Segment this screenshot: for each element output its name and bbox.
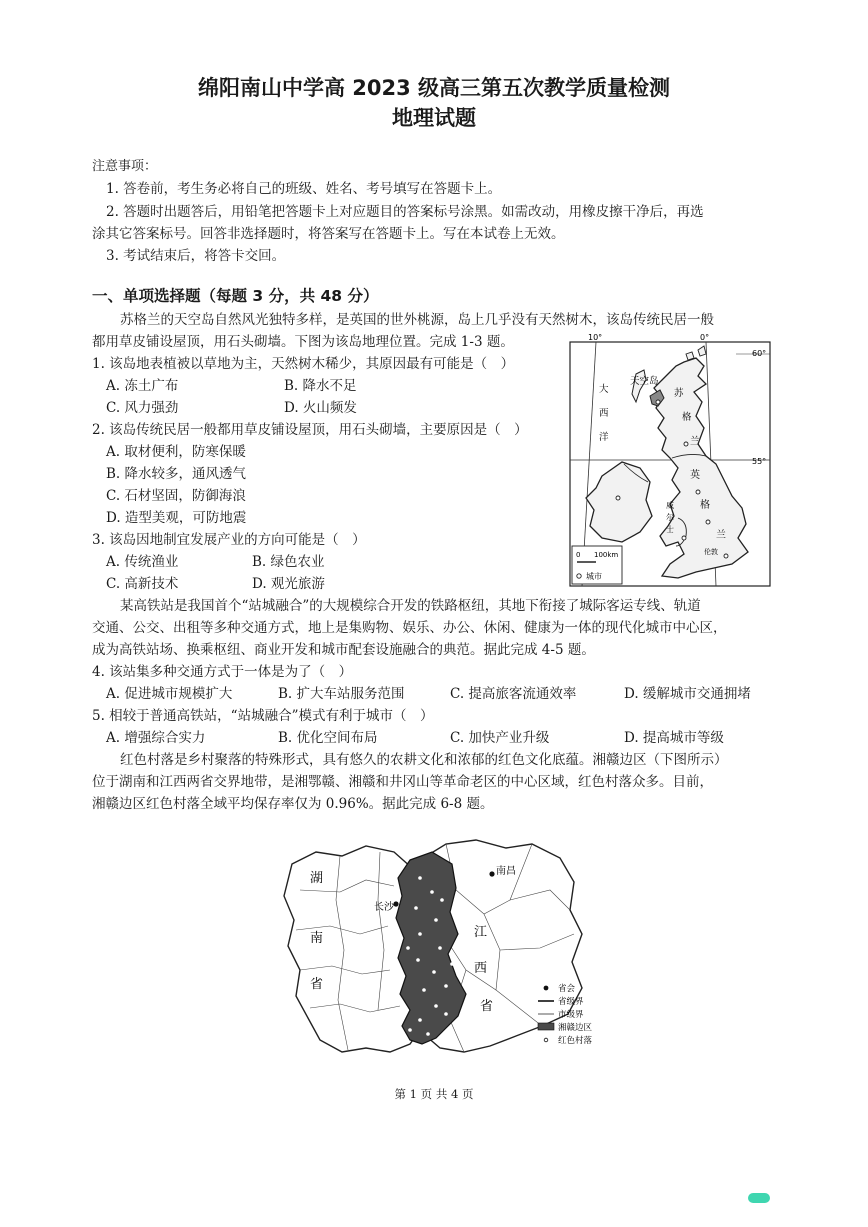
q1-option-c[interactable]: C. 风力强劲 xyxy=(106,400,179,416)
london-label: 伦敦 xyxy=(704,548,718,556)
jiangxi-label-2: 西 xyxy=(474,961,488,976)
q2-option-b[interactable]: B. 降水较多，通风透气 xyxy=(106,466,247,482)
passage1-line-1: 苏格兰的天空岛自然风光独特多样，是英国的世外桃源，岛上几乎没有天然树木，该岛传统民居一般 xyxy=(120,312,714,328)
island-label: 天空岛 xyxy=(630,376,659,387)
q3-option-b[interactable]: B. 绿色农业 xyxy=(252,554,325,570)
passage2-line-1: 某高铁站是我国首个“站城融合”的大规模综合开发的铁路枢纽，其地下衔接了城际客运专线、轨道 xyxy=(120,598,701,614)
wales-label-3: 士 xyxy=(666,525,674,534)
city-dot xyxy=(696,490,700,494)
notice-line-2b: 涂其它答案标号。回答非选择题时，将答案写在答题卡上。写在本试卷上无效。 xyxy=(92,226,565,242)
notice-line-1: 1. 答卷前，考生务必将自己的班级、姓名、考号填写在答题卡上。 xyxy=(106,181,502,197)
capital-dot-changsha xyxy=(393,901,398,906)
q3-stem: 3. 该岛因地制宜发展产业的方向可能是（ ） xyxy=(92,532,366,548)
lat-label-55: 55° xyxy=(752,457,767,466)
q2-option-a[interactable]: A. 取材便利，防寒保暖 xyxy=(106,444,246,460)
ocean-label-1: 大 xyxy=(599,384,609,395)
exam-title: 绵阳南山中学高 2023 级高三第五次教学质量检测 xyxy=(197,76,671,100)
passage2-line-3: 成为高铁站场、换乘枢纽、商业开发和城市配套设施融合的典范。据此完成 4-5 题。 xyxy=(92,642,595,658)
city-dot xyxy=(682,536,686,540)
legend-region: 湘赣边区 xyxy=(558,1023,593,1033)
city-dot xyxy=(684,442,688,446)
passage2-line-2: 交通、公交、出租等多种交通方式，地上是集购物、娱乐、办公、休闲、健康为一体的现代化城市中心区， xyxy=(92,620,727,636)
q5-option-c[interactable]: C. 加快产业升级 xyxy=(450,730,550,746)
q3-option-a[interactable]: A. 传统渔业 xyxy=(106,554,179,570)
passage3-line-2: 位于湖南和江西两省交界地带，是湘鄂赣、湘赣和井冈山等革命老区的中心区域，红色村落众多。目前， xyxy=(92,774,713,790)
passage3-line-3: 湘赣边区红色村落全域平均保存率仅为 0.96%。据此完成 6-8 题。 xyxy=(92,796,494,812)
q4-option-a[interactable]: A. 促进城市规模扩大 xyxy=(106,686,233,702)
hunan-label-1: 湖 xyxy=(310,871,324,886)
scotland-label-3: 兰 xyxy=(690,436,700,447)
notice-line-3: 3. 考试结束后，将答卡交回。 xyxy=(106,248,286,264)
city-dot xyxy=(616,496,620,500)
q1-stem: 1. 该岛地表植被以草地为主，天然树木稀少，其原因最有可能是（ ） xyxy=(92,356,515,372)
city-dot xyxy=(656,400,660,404)
q2-stem: 2. 该岛传统民居一般都用草皮铺设屋顶，用石头砌墙，主要原因是（ ） xyxy=(92,422,528,438)
england-label-3: 兰 xyxy=(716,530,726,541)
passage3-line-1: 红色村落是乡村聚落的特殊形式，具有悠久的农耕文化和浓郁的红色文化底蕴。湘赣边区（下图所示） xyxy=(120,752,728,768)
skye-location-map xyxy=(566,332,774,590)
q3-option-c[interactable]: C. 高新技术 xyxy=(106,576,179,592)
legend-city-dot xyxy=(577,574,581,578)
q1-option-b[interactable]: B. 降水不足 xyxy=(284,378,357,394)
q5-stem: 5. 相较于普通高铁站，“站城融合”模式有利于城市（ ） xyxy=(92,708,434,724)
wales-label-2: 尔 xyxy=(666,513,674,522)
q5-option-d[interactable]: D. 提高城市等级 xyxy=(624,730,724,746)
q5-option-b[interactable]: B. 优化空间布局 xyxy=(278,730,378,746)
q4-option-c[interactable]: C. 提高旅客流通效率 xyxy=(450,686,577,702)
scale-length: 100km xyxy=(594,551,619,559)
scale-zero: 0 xyxy=(576,551,581,559)
section-heading: 一、单项选择题（每题 3 分，共 48 分） xyxy=(92,287,379,305)
legend-village-dot xyxy=(544,1038,548,1042)
legend-capital: 省会 xyxy=(558,984,576,994)
legend-red-village: 红色村落 xyxy=(558,1036,593,1046)
scotland-label-1: 苏 xyxy=(674,388,684,399)
wales-label-1: 威 xyxy=(666,501,674,510)
scotland-label-2: 格 xyxy=(682,412,692,423)
lon-label-0: 0° xyxy=(700,333,710,342)
lon-label-10: 10° xyxy=(588,333,603,342)
page-number: 第 1 页 共 4 页 xyxy=(394,1087,474,1101)
jiangxi-label-3: 省 xyxy=(480,999,494,1014)
q5-option-a[interactable]: A. 增强综合实力 xyxy=(106,730,206,746)
changsha-label: 长沙 xyxy=(374,902,394,913)
q4-stem: 4. 该站集多种交通方式于一体是为了（ ） xyxy=(92,664,353,680)
legend-city-border: 市级界 xyxy=(558,1010,584,1020)
q2-option-d[interactable]: D. 造型美观，可防地震 xyxy=(106,510,247,526)
exam-subtitle: 地理试题 xyxy=(392,106,476,130)
city-dot xyxy=(706,520,710,524)
legend-city-label: 城市 xyxy=(586,572,602,581)
ocean-label-3: 洋 xyxy=(599,432,609,443)
q4-option-b[interactable]: B. 扩大车站服务范围 xyxy=(278,686,405,702)
jiangxi-label-1: 江 xyxy=(474,925,488,940)
lat-label-60: 60° xyxy=(752,349,767,358)
passage1-line-2: 都用草皮铺设屋顶，用石头砌墙。下图为该岛地理位置。完成 1-3 题。 xyxy=(92,334,514,350)
legend-province-border: 省级界 xyxy=(558,997,584,1007)
notice-heading: 注意事项： xyxy=(92,159,158,174)
nanchang-label: 南昌 xyxy=(496,866,516,877)
city-dot xyxy=(724,554,728,558)
floating-scroll-pill[interactable] xyxy=(748,1193,770,1203)
legend-capital-dot xyxy=(544,986,549,991)
hunan-label-3: 省 xyxy=(310,977,324,992)
q4-option-d[interactable]: D. 缓解城市交通拥堵 xyxy=(624,686,751,702)
q3-option-d[interactable]: D. 观光旅游 xyxy=(252,576,325,592)
xiang-gan-border-map xyxy=(270,830,640,1070)
notice-line-2a: 2. 答题时出题答后，用铅笔把答题卡上对应题目的答案标号涂黑。如需改动，用橡皮擦干净后，再选 xyxy=(106,204,704,220)
q1-option-a[interactable]: A. 冻土广布 xyxy=(106,378,179,394)
ocean-label-2: 西 xyxy=(599,408,609,419)
england-label-1: 英 xyxy=(690,470,700,481)
england-label-2: 格 xyxy=(700,500,710,511)
capital-dot-nanchang xyxy=(489,871,494,876)
hunan-label-2: 南 xyxy=(310,931,324,946)
q1-option-d[interactable]: D. 火山频发 xyxy=(284,400,357,416)
q2-option-c[interactable]: C. 石材坚固，防御海浪 xyxy=(106,488,246,504)
